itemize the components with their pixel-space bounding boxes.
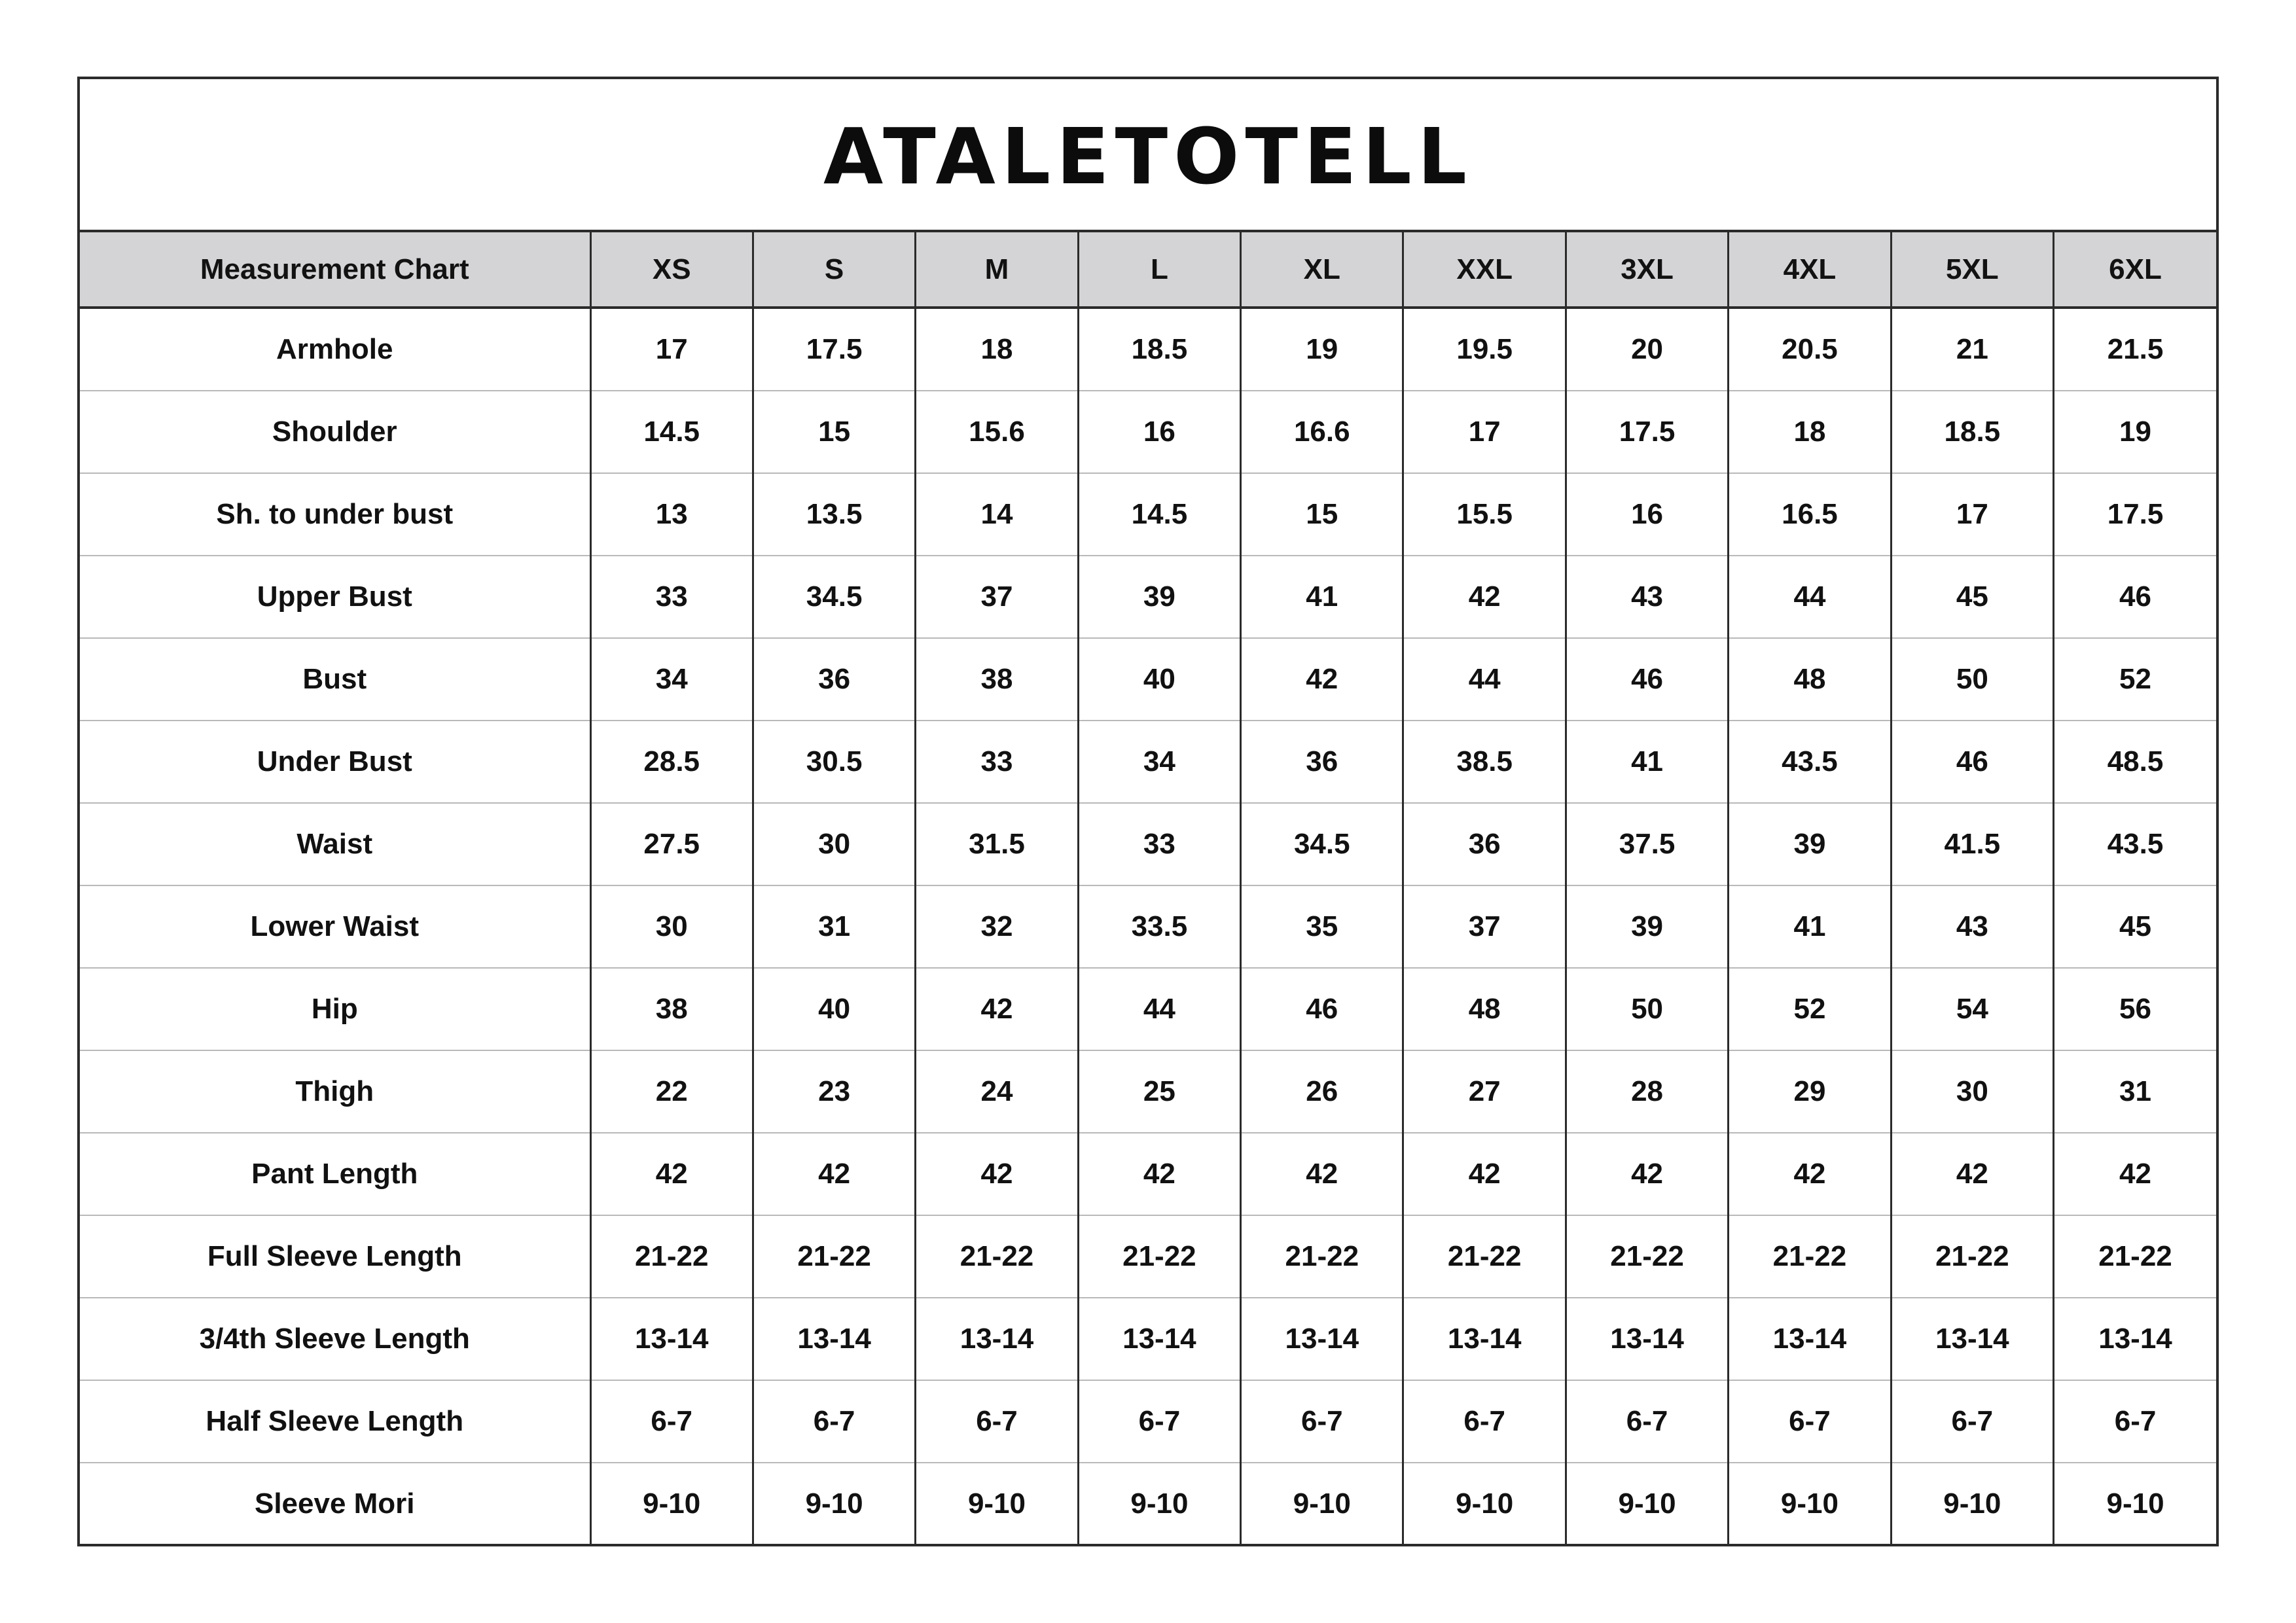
measurement-cell: 17	[1403, 391, 1566, 473]
measurement-cell: 44	[1729, 556, 1891, 638]
measurement-cell: 14	[916, 473, 1078, 556]
measurement-cell: 42	[1566, 1133, 1728, 1215]
measurement-cell: 34	[590, 638, 753, 721]
measurement-cell: 28	[1566, 1050, 1728, 1133]
measurement-cell: 41	[1566, 721, 1728, 803]
table-row	[80, 308, 2216, 391]
row-label: Under Bust	[80, 721, 590, 803]
measurement-cell: 42	[590, 1133, 753, 1215]
measurement-cell: 6-7	[1078, 1380, 1240, 1463]
measurement-chart-sheet	[77, 77, 2219, 1546]
measurement-cell: 9-10	[1403, 1463, 1566, 1544]
measurement-cell: 43.5	[2054, 803, 2216, 885]
measurement-cell: 33	[590, 556, 753, 638]
size-header-s: S	[753, 232, 915, 308]
measurement-cell: 20	[1566, 308, 1728, 391]
row-label: Hip	[80, 968, 590, 1050]
measurement-cell: 38.5	[1403, 721, 1566, 803]
measurement-cell: 13-14	[1729, 1298, 1891, 1380]
measurement-cell: 21-22	[1078, 1215, 1240, 1298]
measurement-cell: 48	[1729, 638, 1891, 721]
measurement-cell: 42	[1241, 1133, 1403, 1215]
measurement-cell: 17	[1891, 473, 2053, 556]
measurement-cell: 24	[916, 1050, 1078, 1133]
title-bar	[80, 79, 2216, 232]
measurement-cell: 17.5	[2054, 473, 2216, 556]
measurement-cell: 31	[753, 885, 915, 968]
measurement-cell: 38	[916, 638, 1078, 721]
measurement-cell: 41	[1729, 885, 1891, 968]
table-row	[80, 391, 2216, 473]
measurement-cell: 16	[1078, 391, 1240, 473]
measurement-cell: 18	[916, 308, 1078, 391]
row-label: Lower Waist	[80, 885, 590, 968]
measurement-cell: 13.5	[753, 473, 915, 556]
measurement-cell: 15.6	[916, 391, 1078, 473]
measurement-cell: 22	[590, 1050, 753, 1133]
measurement-cell: 45	[2054, 885, 2216, 968]
row-label: Armhole	[276, 333, 393, 365]
measurement-cell: 19	[2054, 391, 2216, 473]
measurement-cell: 6-7	[1891, 1380, 2053, 1463]
measurement-cell: 15	[753, 391, 915, 473]
measurement-cell: 31	[2054, 1050, 2216, 1133]
measurement-cell: 23	[753, 1050, 915, 1133]
row-label: 3/4th Sleeve Length	[80, 1298, 590, 1380]
size-header-6xl: 6XL	[2054, 232, 2216, 308]
measurement-cell: 52	[2054, 638, 2216, 721]
measurement-cell: 32	[916, 885, 1078, 968]
measurement-cell: 31.5	[916, 803, 1078, 885]
measurement-cell: 44	[1403, 638, 1566, 721]
measurement-cell: 36	[1241, 721, 1403, 803]
measurement-cell: 13-14	[1403, 1298, 1566, 1380]
table-row	[80, 1133, 2216, 1215]
measurement-cell: 21-22	[1403, 1215, 1566, 1298]
measurement-cell: 9-10	[1566, 1463, 1728, 1544]
measurement-cell: 21-22	[2054, 1215, 2216, 1298]
measurement-cell: 33.5	[1078, 885, 1240, 968]
row-label: Waist	[80, 803, 590, 885]
measurement-cell: 6-7	[916, 1380, 1078, 1463]
size-header-xxl: XXL	[1403, 232, 1566, 308]
measurement-cell: 13	[590, 473, 753, 556]
measurement-cell: 9-10	[753, 1463, 915, 1544]
measurement-cell: 27.5	[590, 803, 753, 885]
measurement-cell: 29	[1729, 1050, 1891, 1133]
measurement-cell: 33	[916, 721, 1078, 803]
measurement-cell: 38	[590, 968, 753, 1050]
measurement-cell: 6-7	[1403, 1380, 1566, 1463]
measurement-cell: 36	[753, 638, 915, 721]
measurement-cell: 50	[1566, 968, 1728, 1050]
measurement-cell: 21.5	[2054, 308, 2216, 391]
table-row	[80, 556, 2216, 638]
row-label: Bust	[80, 638, 590, 721]
table-row	[80, 721, 2216, 803]
row-label: Shoulder	[80, 391, 590, 473]
measurement-cell: 42	[1078, 1133, 1240, 1215]
measurement-cell: 46	[1241, 968, 1403, 1050]
measurement-cell: 34.5	[1241, 803, 1403, 885]
measurement-cell: 18.5	[1078, 308, 1240, 391]
measurement-cell: 13-14	[1241, 1298, 1403, 1380]
measurement-cell: 42	[1403, 1133, 1566, 1215]
measurement-cell: 46	[1891, 721, 2053, 803]
measurement-cell: 21	[1891, 308, 2053, 391]
table-row	[80, 1050, 2216, 1133]
measurement-cell: 42	[1241, 638, 1403, 721]
measurement-cell: 25	[1078, 1050, 1240, 1133]
measurement-cell: 41.5	[1891, 803, 2053, 885]
measurement-cell: 40	[753, 968, 915, 1050]
measurement-cell: 6-7	[1566, 1380, 1728, 1463]
measurement-cell: 42	[1729, 1133, 1891, 1215]
measurement-cell: 9-10	[1078, 1463, 1240, 1544]
measurement-cell: 35	[1241, 885, 1403, 968]
measurement-cell: 17	[590, 308, 753, 391]
measurement-cell: 18.5	[1891, 391, 2053, 473]
measurement-cell: 33	[1078, 803, 1240, 885]
table-row	[80, 1215, 2216, 1298]
measurement-cell: 34.5	[753, 556, 915, 638]
size-header-xs: XS	[590, 232, 753, 308]
measurement-cell: 13-14	[1078, 1298, 1240, 1380]
brand-title: ATALETOTELL	[823, 111, 1473, 202]
measurement-cell: 13-14	[2054, 1298, 2216, 1380]
table-row	[80, 1380, 2216, 1463]
measurement-cell: 6-7	[1241, 1380, 1403, 1463]
measurement-cell: 16.6	[1241, 391, 1403, 473]
chart-body	[80, 308, 2216, 1544]
row-label: Pant Length	[80, 1133, 590, 1215]
measurement-cell: 17.5	[1566, 391, 1728, 473]
measurement-cell: 15	[1241, 473, 1403, 556]
measurement-cell: 48	[1403, 968, 1566, 1050]
row-label: Full Sleeve Length	[80, 1215, 590, 1298]
row-label: Half Sleeve Length	[80, 1380, 590, 1463]
measurement-cell: 50	[1891, 638, 2053, 721]
measurement-cell: 30	[590, 885, 753, 968]
measurement-cell: 21-22	[1241, 1215, 1403, 1298]
table-row	[80, 803, 2216, 885]
measurement-cell: 9-10	[916, 1463, 1078, 1544]
measurement-cell: 21-22	[590, 1215, 753, 1298]
size-header-3xl: 3XL	[1566, 232, 1728, 308]
measurement-cell: 48.5	[2054, 721, 2216, 803]
table-row	[80, 1463, 2216, 1544]
measurement-cell: 54	[1891, 968, 2053, 1050]
measurement-cell: 17.5	[753, 308, 915, 391]
measurement-cell: 6-7	[2054, 1380, 2216, 1463]
measurement-cell: 20.5	[1729, 308, 1891, 391]
size-header-xl: XL	[1241, 232, 1403, 308]
measurement-cell: 21-22	[1566, 1215, 1728, 1298]
measurement-cell: 42	[1891, 1133, 2053, 1215]
measurement-cell: 42	[916, 968, 1078, 1050]
measurement-cell: 30	[753, 803, 915, 885]
measurement-cell: 46	[2054, 556, 2216, 638]
measurement-cell: 41	[1241, 556, 1403, 638]
measurement-cell: 39	[1729, 803, 1891, 885]
measurement-cell: 39	[1566, 885, 1728, 968]
measurement-cell: 39	[1078, 556, 1240, 638]
size-header-4xl: 4XL	[1729, 232, 1891, 308]
row-label: Sh. to under bust	[80, 473, 590, 556]
measurement-cell: 42	[916, 1133, 1078, 1215]
measurement-cell: 14.5	[1078, 473, 1240, 556]
row-label: Sleeve Mori	[80, 1463, 590, 1544]
measurement-cell: 21-22	[916, 1215, 1078, 1298]
measurement-cell: 37	[1403, 885, 1566, 968]
row-label: Thigh	[80, 1050, 590, 1133]
size-chart-table	[80, 232, 2216, 1544]
measurement-cell: 21-22	[1729, 1215, 1891, 1298]
measurement-cell: 52	[1729, 968, 1891, 1050]
row-label: Upper Bust	[80, 556, 590, 638]
measurement-cell: 43.5	[1729, 721, 1891, 803]
header-row	[80, 232, 2216, 308]
table-row	[80, 885, 2216, 968]
measurement-cell: 37.5	[1566, 803, 1728, 885]
header-label: Measurement Chart	[80, 232, 590, 308]
measurement-cell: 13-14	[1566, 1298, 1728, 1380]
measurement-cell: 15.5	[1403, 473, 1566, 556]
measurement-cell: 27	[1403, 1050, 1566, 1133]
measurement-cell: 13-14	[1891, 1298, 2053, 1380]
table-row	[80, 638, 2216, 721]
measurement-cell: 56	[2054, 968, 2216, 1050]
measurement-cell: 21-22	[753, 1215, 915, 1298]
measurement-cell: 9-10	[1729, 1463, 1891, 1544]
measurement-cell: 16.5	[1729, 473, 1891, 556]
measurement-cell: 30	[1891, 1050, 2053, 1133]
measurement-cell: 43	[1566, 556, 1728, 638]
measurement-cell: 45	[1891, 556, 2053, 638]
measurement-cell: 16	[1566, 473, 1728, 556]
measurement-cell: 40	[1078, 638, 1240, 721]
measurement-cell: 13-14	[753, 1298, 915, 1380]
measurement-cell: 42	[753, 1133, 915, 1215]
measurement-cell: 28.5	[590, 721, 753, 803]
measurement-cell: 42	[2054, 1133, 2216, 1215]
measurement-cell: 21-22	[1891, 1215, 2053, 1298]
measurement-cell: 9-10	[1891, 1463, 2053, 1544]
table-row	[80, 1298, 2216, 1380]
measurement-cell: 19.5	[1403, 308, 1566, 391]
measurement-cell: 6-7	[1729, 1380, 1891, 1463]
measurement-cell: 34	[1078, 721, 1240, 803]
measurement-cell: 19	[1241, 308, 1403, 391]
table-row	[80, 473, 2216, 556]
measurement-cell: 13-14	[590, 1298, 753, 1380]
measurement-cell: 46	[1566, 638, 1728, 721]
size-header-m: M	[916, 232, 1078, 308]
measurement-cell: 43	[1891, 885, 2053, 968]
measurement-cell: 26	[1241, 1050, 1403, 1133]
measurement-cell: 6-7	[590, 1380, 753, 1463]
table-row	[80, 968, 2216, 1050]
size-header-l: L	[1078, 232, 1240, 308]
measurement-cell: 42	[1403, 556, 1566, 638]
size-header-5xl: 5XL	[1891, 232, 2053, 308]
measurement-cell: 9-10	[2054, 1463, 2216, 1544]
measurement-cell: 13-14	[916, 1298, 1078, 1380]
measurement-cell: 18	[1729, 391, 1891, 473]
measurement-cell: 14.5	[590, 391, 753, 473]
measurement-cell: 37	[916, 556, 1078, 638]
measurement-cell: 6-7	[753, 1380, 915, 1463]
measurement-cell: 30.5	[753, 721, 915, 803]
measurement-cell: 44	[1078, 968, 1240, 1050]
measurement-cell: 9-10	[1241, 1463, 1403, 1544]
measurement-cell: 36	[1403, 803, 1566, 885]
measurement-cell: 9-10	[590, 1463, 753, 1544]
